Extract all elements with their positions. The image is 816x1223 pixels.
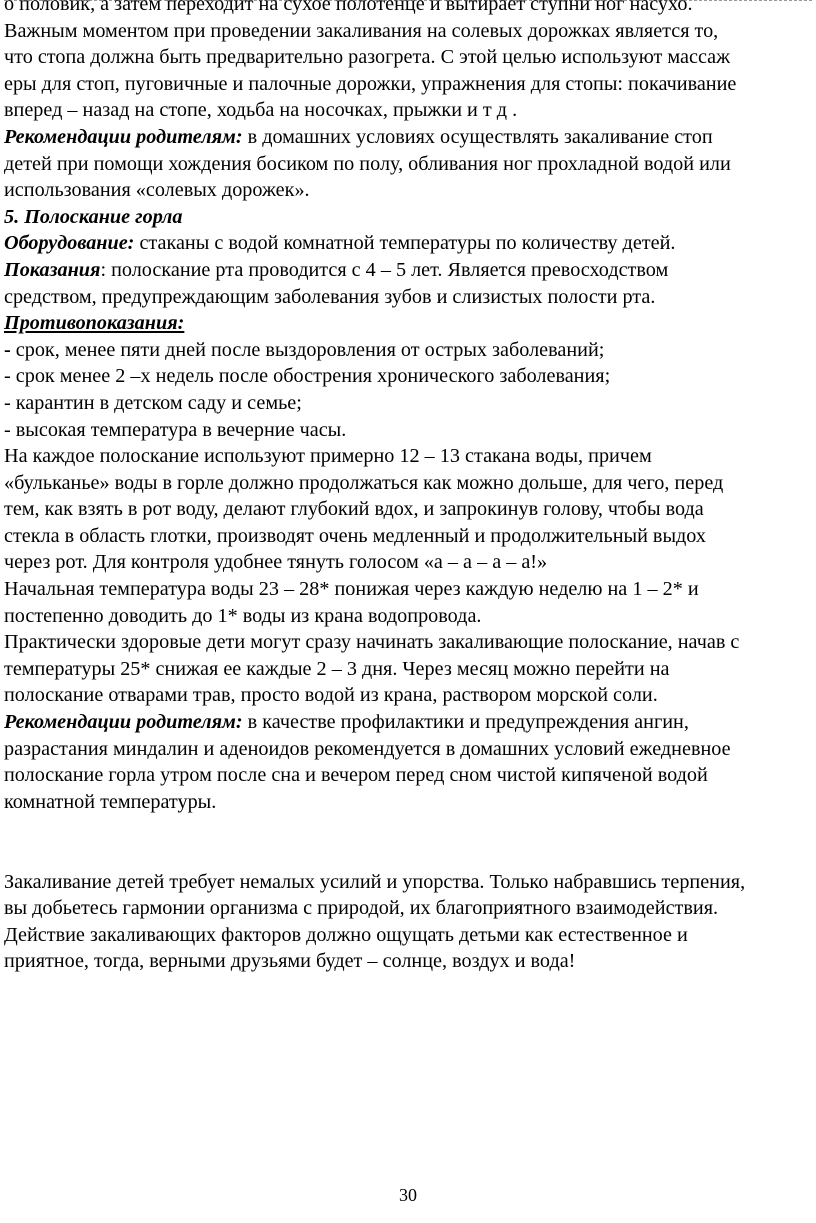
- list-item: - карантин в детском саду и семье;: [4, 391, 302, 414]
- contraindications-label: Противопоказания:: [4, 312, 185, 335]
- body-line: Практически здоровые дети могут сразу начинать закаливающие полоскание, начав с: [4, 631, 740, 654]
- section-heading: 5. Полоскание горла: [4, 205, 183, 228]
- list-item: - срок менее 2 –х недель после обострения хронического заболевания;: [4, 365, 611, 388]
- equipment-text: стаканы с водой комнатной температуры по количеству детей.: [134, 232, 676, 255]
- parent-recommendation-label: Рекомендации родителям:: [4, 711, 243, 734]
- indications-line: [4, 257, 816, 284]
- blank-line: [4, 815, 816, 842]
- body-line: использования «солевых дорожек».: [4, 179, 310, 202]
- body-line: На каждое полоскание используют примерно 12 – 13 стакана воды, причем: [4, 445, 652, 468]
- body-line: Начальная температура воды 23 – 28* понижая через каждую неделю на 1 – 2* и: [4, 578, 699, 601]
- body-line: еры для стоп, пуговичные и палочные дорожки, упражнения для стопы: покачивание: [4, 72, 737, 95]
- list-item: - высокая температура в вечерние часы.: [4, 418, 347, 441]
- body-line: полоскание горла утром после сна и вечером перед сном чистой кипяченой водой: [4, 764, 708, 787]
- document-body: [4, 0, 816, 975]
- equipment-line: [4, 230, 816, 257]
- body-line: «бульканье» воды в горле должно продолжаться как можно дольше, для чего, перед: [4, 471, 724, 494]
- body-line: детей при помощи хождения босиком по полу, обливания ног прохладной водой или: [4, 152, 731, 175]
- contraindications-line: [4, 310, 816, 337]
- conclusion-line: вы добьетесь гармонии организма с природой, их благоприятного взаимодействия.: [4, 897, 719, 920]
- parent-recommendation-text: в домашних условиях осуществлять закаливание стоп: [242, 125, 713, 148]
- body-line: комнатной температуры.: [4, 790, 217, 813]
- equipment-label: Оборудование:: [4, 232, 135, 255]
- body-line: что стопа должна быть предварительно разогрета. С этой целью используют массаж: [4, 46, 731, 69]
- page-number: 30: [399, 1185, 417, 1205]
- body-line: разрастания миндалин и аденоидов рекомендуется в домашних условий ежедневное: [4, 737, 731, 760]
- parent-recommendation-line: [4, 709, 816, 736]
- body-line: постепенно доводить до 1* воды из крана водопровода.: [4, 604, 482, 627]
- body-line: температуры 25* снижая ее каждые 2 – 3 дня. Через месяц можно перейти на: [4, 657, 670, 680]
- parent-recommendation-line: [4, 124, 816, 151]
- conclusion-line: Действие закаливающих факторов должно ощущать детьми как естественное и: [4, 923, 688, 946]
- list-item-text: срок, менее пяти дней после выздоровления от острых заболеваний;: [10, 338, 605, 361]
- indications-text: : полоскание рта проводится с 4 – 5 лет. Является превосходством: [100, 258, 669, 281]
- parent-recommendation-label: Рекомендации родителям:: [4, 125, 243, 148]
- body-line: полоскание отварами трав, просто водой из крана, раствором морской соли.: [4, 684, 658, 707]
- conclusion-line: приятное, тогда, верными друзьями будет – солнце, воздух и вода!: [4, 950, 576, 973]
- indications-label: Показания: [4, 258, 101, 281]
- parent-recommendation-text: в качестве профилактики и предупреждения ангин,: [242, 711, 689, 734]
- conclusion-line: Закаливание детей требует немалых усилий и упорства. Только набравшись терпения,: [4, 870, 746, 893]
- list-dash: -: [4, 338, 11, 361]
- body-line: о половик, а затем переходит на сухое полотенце и вытирает ступни ног насухо.: [4, 0, 693, 15]
- body-line: средством, предупреждающим заболевания зубов и слизистых полости рта.: [4, 285, 656, 308]
- blank-line: [4, 842, 816, 869]
- body-line: стекла в область глотки, производят очень медленный и продолжительный выдох: [4, 524, 706, 547]
- body-line: Важным моментом при проведении закаливания на солевых дорожках является то,: [4, 19, 719, 42]
- body-line: через рот. Для контроля удобнее тянуть голосом «а – а – а – а!»: [4, 551, 548, 574]
- body-line: тем, как взять в рот воду, делают глубокий вдох, и запрокинув голову, чтобы вода: [4, 498, 704, 521]
- list-item: [4, 337, 816, 364]
- body-line: вперед – назад на стопе, ходьба на носочках, прыжки и т д .: [4, 99, 518, 122]
